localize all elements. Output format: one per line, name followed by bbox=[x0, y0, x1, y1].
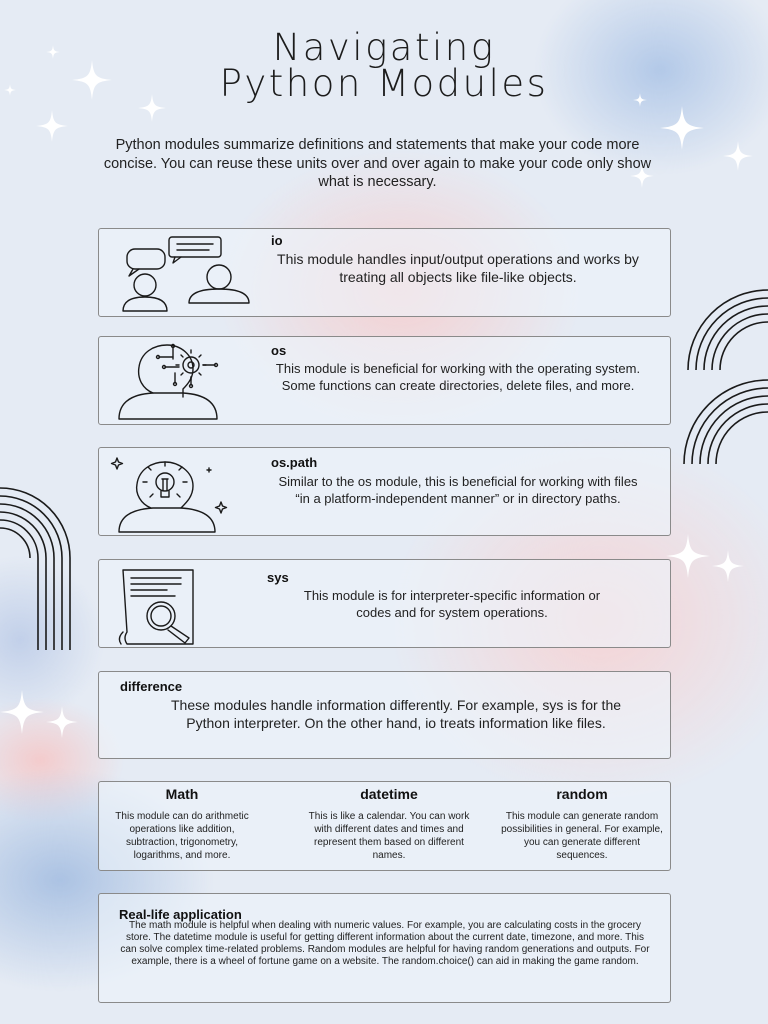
module-description-os: This module is beneficial for working with the operating system. Some functions can create directories, delete files, and more. bbox=[275, 361, 641, 393]
module-comparison-card bbox=[98, 781, 671, 871]
module-description-io: This module handles input/output operations and works by treating all objects like file-like objects. bbox=[277, 251, 639, 285]
column-heading-datetime: datetime bbox=[360, 786, 418, 802]
difference-card bbox=[98, 671, 671, 759]
module-card-io bbox=[98, 228, 671, 317]
module-heading-os-path: os.path bbox=[271, 455, 318, 470]
module-heading-sys: sys bbox=[267, 570, 289, 585]
real-life-heading: Real-life application bbox=[119, 907, 242, 922]
column-heading-math: Math bbox=[165, 786, 199, 802]
arc-lines-right-lower bbox=[680, 378, 768, 488]
column-text-datetime: This is like a calendar. You can work with different dates and times and represent them based on different names. bbox=[308, 811, 470, 861]
module-description-sys: This module is for interpreter-specific information or codes and for system operations. bbox=[303, 588, 601, 620]
head-gear-icon bbox=[113, 339, 243, 423]
real-life-text: The math module is helpful when dealing with numeric values. For example, you are calculating costs in the grocery store. The datetime module is useful for getting different information about the current date, timezone, and more. This can solve complex time-related problems. Random modules are helpful for having random generations and outputs. For example, there is a wheel of fortune game on a website. The random.choice() can aid in making the game random. bbox=[120, 920, 650, 967]
arc-lines-left bbox=[0, 474, 96, 654]
column-datetime bbox=[301, 782, 477, 862]
module-card-os bbox=[98, 336, 671, 425]
module-description-os-path: Similar to the os module, this is beneficial for working with files “in a platform-independent manner” or in directory paths. bbox=[278, 474, 638, 506]
title-line-2: Python Modules bbox=[219, 62, 549, 105]
column-math bbox=[107, 782, 257, 862]
difference-heading: difference bbox=[120, 679, 183, 694]
module-card-sys bbox=[98, 559, 671, 648]
intro-paragraph: Python modules summarize definitions and statements that make your code more concise. You can reuse these units over and over again to make your code only show what is necessary. bbox=[103, 137, 652, 190]
people-chat-icon bbox=[109, 233, 259, 313]
module-heading-io: io bbox=[271, 233, 283, 248]
real-life-card bbox=[98, 893, 671, 1003]
column-text-random: This module can generate random possibilities in general. For example, you can generate different sequences. bbox=[501, 811, 663, 861]
module-heading-os: os bbox=[271, 343, 287, 358]
difference-text: These modules handle information differently. For example, sys is for the Python interpreter. On the other hand, io treats information like files. bbox=[170, 697, 622, 731]
page-title bbox=[0, 26, 768, 105]
column-text-math: This module can do arithmetic operations like addition, subtraction, trigonometry, logarithms, and more. bbox=[115, 811, 249, 861]
head-lightbulb-icon bbox=[109, 452, 239, 536]
column-random bbox=[499, 782, 665, 862]
column-heading-random: random bbox=[556, 786, 608, 802]
title-line-1: Navigating bbox=[272, 26, 496, 69]
document-magnifier-icon bbox=[115, 564, 225, 648]
module-card-os-path bbox=[98, 447, 671, 536]
